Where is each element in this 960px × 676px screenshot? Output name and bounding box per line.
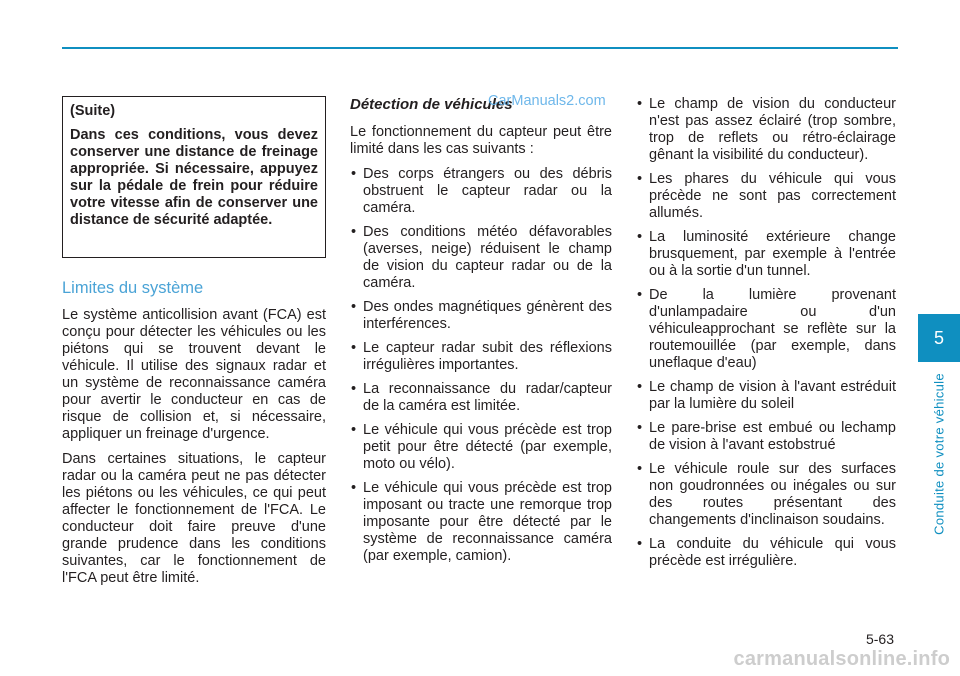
list-item: • Le véhicule qui vous précède est trop imposant ou tracte une remorque trop imposante pour être détecté par le système de reconnaissance caméra (par exemple, camion). bbox=[350, 480, 612, 565]
subsection-title: Détection de véhicules bbox=[350, 96, 513, 113]
detection-list bbox=[350, 166, 612, 565]
column-middle bbox=[350, 96, 612, 572]
list-item: • Le capteur radar subit des réflexions irrégulières importantes. bbox=[350, 340, 612, 374]
list-item: • La luminosité extérieure change brusquement, par exemple à l'entrée ou à la sortie d'un tunnel. bbox=[636, 229, 896, 280]
list-item: • Des ondes magnétiques génèrent des interférences. bbox=[350, 299, 612, 333]
section-paragraph-1: Le système anticollision avant (FCA) est conçu pour détecter les véhicules ou les piétons qui se trouvent devant le véhicule. Il utilise des signaux radar et un système de reconnaissance caméra pour avertir le conducteur en cas de risque de collision et, si nécessaire, appliquer un freinage d'urgence. bbox=[62, 307, 326, 442]
note-box bbox=[62, 96, 326, 258]
list-item: • Les phares du véhicule qui vous précède ne sont pas correctement allumés. bbox=[636, 171, 896, 222]
watermark-bottom: carmanualsonline.info bbox=[733, 648, 950, 670]
list-item: • La conduite du véhicule qui vous précède est irrégulière. bbox=[636, 536, 896, 570]
section-title: Limites du système bbox=[62, 279, 204, 297]
list-item: • Le pare-brise est embué ou lechamp de vision à l'avant estobstrué bbox=[636, 420, 896, 454]
list-item: • Le véhicule roule sur des surfaces non goudronnées ou inégales ou sur des routes présentant des changements d'inclinaison soudains. bbox=[636, 461, 896, 529]
note-text: Dans ces conditions, vous devez conserver une distance de freinage appropriée. Si nécessaire, appuyez sur la pédale de frein pour réduire votre vitesse afin de conserver une distance de sécurité adaptée. bbox=[70, 127, 318, 228]
list-item: • La reconnaissance du radar/capteur de la caméra est limitée. bbox=[350, 381, 612, 415]
list-item: • Le champ de vision à l'avant estréduit par la lumière du soleil bbox=[636, 379, 896, 413]
list-item: • Des conditions météo défavorables (averses, neige) réduisent le champ de vision du capteur radar ou de la caméra. bbox=[350, 224, 612, 292]
list-item: • De la lumière provenant d'unlampadaire ou d'un véhiculeapprochant se reflète sur la routemouillée (par exemple, dans uneflaque d'eau) bbox=[636, 287, 896, 372]
conditions-list bbox=[636, 96, 896, 570]
column-right bbox=[636, 96, 896, 577]
watermark-top: CarManuals2.com bbox=[488, 93, 606, 109]
page-number: 5-63 bbox=[865, 631, 894, 647]
subsection-intro: Le fonctionnement du capteur peut être limité dans les cas suivants : bbox=[350, 124, 612, 157]
chapter-tab: 5 bbox=[918, 314, 960, 362]
list-item: • Le champ de vision du conducteur n'est pas assez éclairé (trop sombre, trop de reflets ou rétro-éclairage gênant la visibilité du conducteur). bbox=[636, 96, 896, 164]
top-rule bbox=[62, 47, 898, 49]
note-title: (Suite) bbox=[70, 103, 116, 119]
list-item: • Des corps étrangers ou des débris obstruent le capteur radar ou la caméra. bbox=[350, 166, 612, 217]
column-left bbox=[62, 96, 326, 595]
section-paragraph-2: Dans certaines situations, le capteur radar ou la caméra peut ne pas détecter les piétons ou les véhicules, ce qui peut affecter le fonctionnement de l'FCA. Le conducteur doit faire preuve d'une grande prudence dans les conditions suivantes, car le fonctionnement de l'FCA peut être limité. bbox=[62, 451, 326, 586]
chapter-label: Conduite de votre véhicule bbox=[931, 373, 947, 535]
list-item: • Le véhicule qui vous précède est trop petit pour être détecté (par exemple, moto ou vélo). bbox=[350, 422, 612, 473]
